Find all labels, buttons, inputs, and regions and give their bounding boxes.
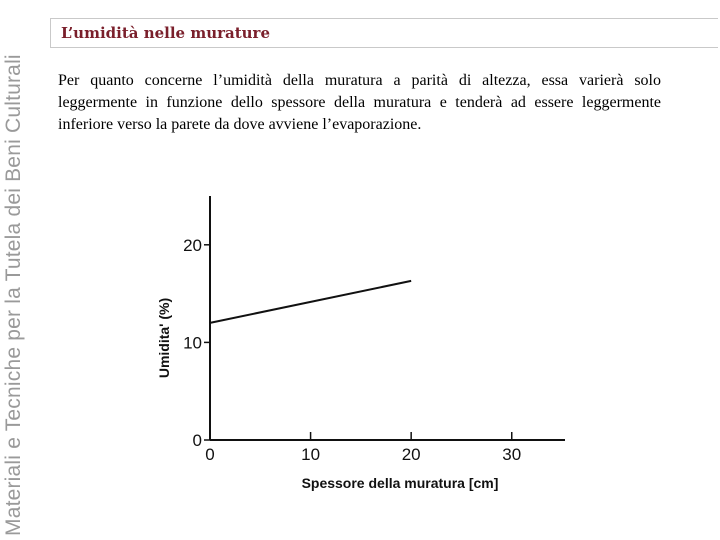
- x-tick-label: 20: [401, 445, 421, 464]
- course-title-vertical: Materiali e Tecniche per la Tutela dei Beni Culturali: [2, 54, 25, 536]
- x-tick-label: 10: [301, 445, 321, 464]
- slide-title: L’umidità nelle murature: [61, 24, 270, 42]
- humidity-line: [210, 281, 411, 323]
- chart-axes: [210, 196, 565, 440]
- chart-ticks: [183, 236, 521, 464]
- x-axis-label: Spessore della muratura [cm]: [301, 475, 499, 491]
- y-tick-label: 10: [183, 333, 202, 353]
- x-tick-label: 0: [205, 445, 215, 464]
- slide-body-text: Per quanto concerne l’umidità della muratura a parità di altezza, essa varierà solo leggermente in funzione dello spessore della muratura e tenderà ad essere leggermente inferiore verso la parete da dove avviene l’evaporazione.: [58, 72, 661, 133]
- x-tick-label: 30: [502, 445, 522, 464]
- y-tick-label: 0: [192, 431, 202, 450]
- vertical-sidebar: [0, 0, 56, 540]
- chart-series: [210, 281, 411, 323]
- y-tick-label: 20: [183, 235, 202, 255]
- humidity-chart: [155, 188, 575, 498]
- y-axis-label: Umidita' (%): [156, 297, 172, 379]
- slide-title-bar: [50, 18, 718, 48]
